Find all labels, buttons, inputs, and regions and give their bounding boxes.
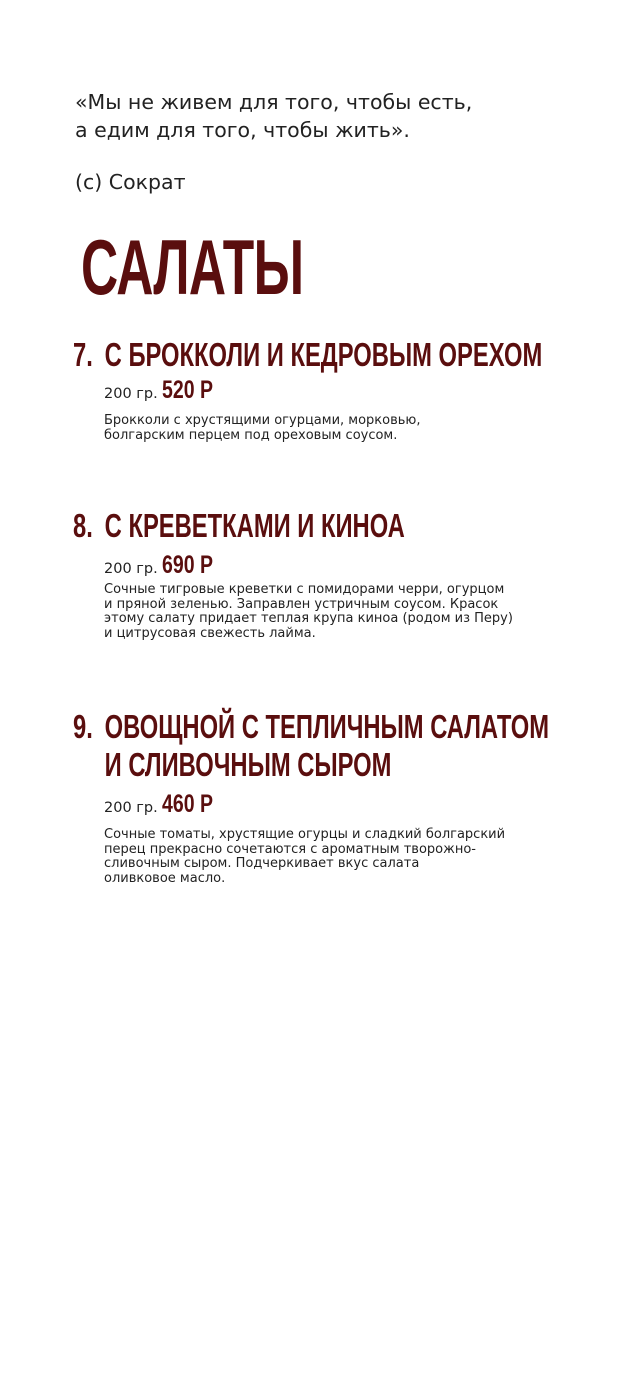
description-line: Брокколи с хрустящими огурцами, морковью,	[104, 413, 421, 428]
menu-item-weight: 200 гр.	[104, 386, 158, 402]
menu-item-heading	[73, 336, 542, 374]
menu-item-number: 7.	[73, 336, 93, 373]
menu-item	[0, 708, 640, 898]
description-line: Сочные томаты, хрустящие огурцы и сладкий болгарский	[104, 827, 506, 842]
price-row	[104, 376, 227, 405]
description-line: болгарским перцем под ореховым соусом.	[104, 427, 398, 443]
menu-item-price: 690 Р	[161, 551, 213, 579]
description-line: и цитрусовая свежесть лайма.	[104, 625, 316, 641]
epigraph-quote	[75, 88, 595, 144]
menu-item	[0, 336, 640, 456]
menu-item-description	[104, 414, 564, 443]
quote-author: (с) Сократ	[75, 170, 186, 194]
section-title: САЛАТЫ	[81, 223, 304, 311]
menu-item-description	[104, 583, 564, 641]
price-row	[104, 551, 227, 580]
menu-item-description	[104, 828, 564, 886]
description-line: этому салату придает теплая крупа киноа (родом из Перу)	[104, 611, 513, 627]
menu-item-name: С КРЕВЕТКАМИ И КИНОА	[104, 507, 405, 544]
quote-line: а едим для того, чтобы жить».	[75, 118, 410, 142]
menu-item-heading	[73, 507, 405, 545]
menu-item-name: ОВОЩНОЙ С ТЕПЛИЧНЫМ САЛАТОМ	[104, 708, 550, 745]
description-line: сливочным сыром. Подчеркивает вкус салата	[104, 856, 420, 872]
menu-item	[0, 507, 640, 657]
menu-item-weight: 200 гр.	[104, 561, 158, 577]
menu-item-number: 8.	[73, 507, 93, 544]
menu-item-weight: 200 гр.	[104, 800, 158, 816]
menu-item-name: И СЛИВОЧНЫМ СЫРОМ	[104, 746, 392, 783]
menu-item-price: 520 Р	[161, 376, 213, 404]
description-line: и пряной зеленью. Заправлен устричным соусом. Красок	[104, 596, 499, 612]
description-line: Сочные тигровые креветки с помидорами черри, огурцом	[104, 582, 505, 597]
description-line: перец прекрасно сочетаются с ароматным творожно-	[104, 841, 476, 857]
menu-item-price: 460 Р	[161, 790, 213, 818]
price-row	[104, 790, 227, 819]
menu-item-number: 9.	[73, 708, 93, 745]
quote-line: «Мы не живем для того, чтобы есть,	[75, 90, 473, 114]
menu-item-heading	[73, 708, 549, 784]
description-line: оливковое масло.	[104, 870, 226, 886]
menu-item-name: С БРОККОЛИ И КЕДРОВЫМ ОРЕХОМ	[104, 336, 543, 373]
